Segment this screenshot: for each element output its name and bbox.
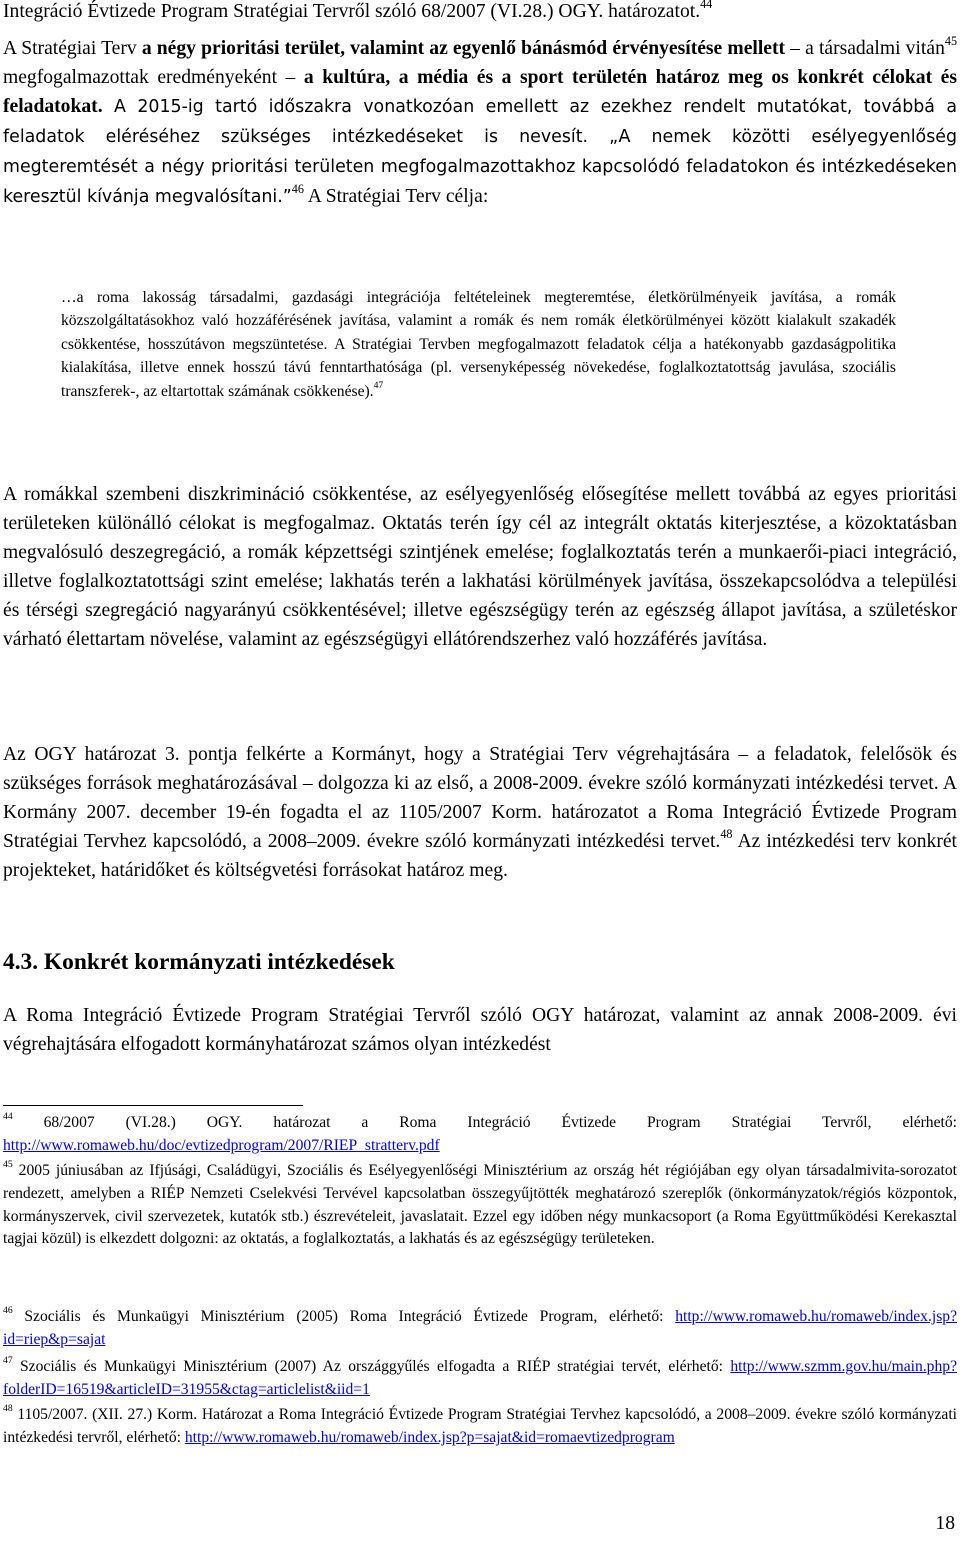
footnote-number: 46 [3,1305,13,1317]
paragraph-strategic-plan [3,34,957,212]
p2-text: A romákkal szembeni diszkrimináció csökkentése, az esélyegyenlőség elősegítése mellett továbbá az egyes prioritási területeken különálló célokat is megfogalmaz. Oktatás terén így cél az integrált oktatás kiterjesztése, a közoktatásban megvalósuló deszegregáció, a romák képzettségi szintjének emelése; foglalkoztatás terén a munkaerői-piaci integráció, illetve foglalkoztatottsági szint emelése; lakhatás terén a lakhatási körülmények javítása, összekapcsolódva a települési és térségi szegregáció nagyarányú csökkentésével; illetve egészségügy terén az egészség állapot javítása, a születéskor várható élettartam növelése, valamint az egészségügyi ellátórendszerhez való hozzáférés javítása. [3,484,957,650]
footnote-ref-47[interactable]: 47 [373,380,384,391]
p1-text-2: – a társadalmi vitán [785,38,945,59]
paragraph-ogy-decision [3,740,957,885]
header-text: Integráció Évtizede Program Stratégiai Tervről szóló 68/2007 (VI.28.) OGY. határozatot. [3,1,701,22]
footnote-text: Szociális és Munkaügyi Minisztérium (2007) Az országgyűlés elfogadta a RIÉP stratégiai tervét, elérhető: [12,1358,731,1375]
footnote-text: 1105/2007. (XII. 27.) Korm. Határozat a Roma Integráció Évtizede Program Stratégiai Tervhez kapcsolódó, a 2008–2009. évekre szóló kormányzati intézkedési tervről, elérhető: [3,1406,957,1446]
p1-text-1: A Stratégiai Terv [3,38,142,59]
footnote-46 [3,1306,957,1352]
footnote-45 [3,1160,957,1251]
footnote-link[interactable]: http://www.romaweb.hu/romaweb/index.jsp?id=riep&p=sajat [3,1308,957,1348]
footnote-link[interactable]: http://www.romaweb.hu/doc/evtizedprogram/2007/RIEP_stratterv.pdf [3,1136,440,1154]
p3-text-2: Az intézkedési terv konkrét projekteket, határidőket és költségvetési forrásokat határoz meg. [3,831,957,881]
footnote-44 [3,1112,957,1158]
p1-quote-inline: „A nemek közötti esélyegyenlőség megteremtését a négy prioritási területen megfogalmazottakhoz kapcsolódó feladatokon és intézkedéseken keresztül kívánja megvalósítani.” [3,127,958,207]
p1-text-6: A Stratégiai Terv célja: [303,186,489,207]
p1-text-3: megfogalmazottak eredményeként – [3,67,304,88]
paragraph-discrimination [3,480,957,654]
quote-text: …a roma lakosság társadalmi, gazdasági integrációja feltételeinek megteremtése, életkörülményeik javítása, a romák közszolgáltatásokhoz való hozzáférésének javítása, valamint a romák és nem romák életkörülményei között kialakult szakadék csökkentése, hosszútávon megszüntetése. A Stratégiai Tervben megfogalmazott feladatok célja a hatékonyabb gazdaságpolitika kialakítása, illetve ennek hosszú távú fenntarthatósága (pl. versenyképesség növekedése, foglalkoztatottság javulása, szociális transzferek-, az eltartottak számának csökkenése). [61,289,896,400]
footnote-text: Szociális és Munkaügyi Minisztérium (2005) Roma Integráció Évtizede Program, elérhető: [12,1308,676,1325]
page-number: 18 [935,1513,955,1534]
paragraph-measures [3,1001,957,1059]
section-heading: 4.3. Konkrét kormányzati intézkedések [3,949,395,975]
footnote-47 [3,1356,957,1402]
header-continuation [3,0,957,26]
footnote-number: 45 [3,1159,13,1171]
footnote-ref-44[interactable]: 44 [700,0,713,11]
footnote-48 [3,1404,957,1450]
block-quote [61,286,896,403]
footnote-separator [3,1105,303,1106]
p1-bold-2: a kultúra, a média és a sport területén határoz meg os konkrét célokat és feladatokat. [3,67,957,117]
footnote-number: 47 [3,1355,13,1367]
p3-text-1: Az OGY határozat 3. pontja felkérte a Kormányt, hogy a Stratégiai Terv végrehajtására – a feladatok, felelősök és szükséges források meghatározásával – dolgozza ki az első, a 2008-2009. évekre szóló kormányzati intézkedési tervet. A Kormány 2007. december 19-én fogadta el az 1105/2007 Korm. határozatot a Roma Integráció Évtizede Program Stratégiai Tervhez kapcsolódó, a 2008–2009. évekre szóló kormányzati intézkedési tervet. [3,744,957,852]
footnote-text: 2005 júniusában az Ifjúsági, Családügyi, Szociális és Esélyegyenlőségi Minisztérium az ország hét régiójában egy olyan társadalmivita-sorozatot rendezett, amelyben a RIÉP Nemzeti Cselekvési Tervével kapcsolatban összegyűjtötték meghatározó szereplők (önkormányzatok/régiós központok, kormányszervek, civil szervezetek, kutatók stb.) észrevételeit, javaslatait. Ezzel egy időben négy munkacsoport (a Roma Együttműködési Kerekasztal tagjai közül) is elkezdett dolgozni: az oktatás, a foglalkoztatás, a lakhatás és az egészségügy területeken. [3,1162,957,1248]
p1-bold-1: a négy prioritási terület, valamint az egyenlő bánásmód érvényesítése mellett [141,38,786,59]
p1-text-4: A 2015-ig tartó időszakra vonatkozóan emellett az ezekhez rendelt mutatókat, továbbá a feladatok eléréséhez szükséges intézkedéseket is nevesít. [3,97,957,147]
footnote-link[interactable]: http://www.romaweb.hu/romaweb/index.jsp?p=sajat&id=romaevtizedprogram [184,1428,675,1446]
footnote-number: 44 [3,1111,13,1123]
footnote-ref-46[interactable]: 46 [291,181,304,196]
footnote-number: 48 [3,1403,13,1415]
footnote-link[interactable]: http://www.szmm.gov.hu/main.php?folderID=16519&articleID=31955&ctag=articlelist&iid=1 [3,1358,957,1398]
footnote-ref-45[interactable]: 45 [944,33,958,48]
footnote-ref-48[interactable]: 48 [720,826,733,841]
footnote-text: 68/2007 (VI.28.) OGY. határozat a Roma Integráció Évtizede Program Stratégiai Tervről, elérhető: [12,1114,957,1131]
p4-text: A Roma Integráció Évtizede Program Stratégiai Tervről szóló OGY határozat, valamint az annak 2008-2009. évi végrehajtására elfogadott kormányhatározat számos olyan intézkedést [3,1005,957,1055]
